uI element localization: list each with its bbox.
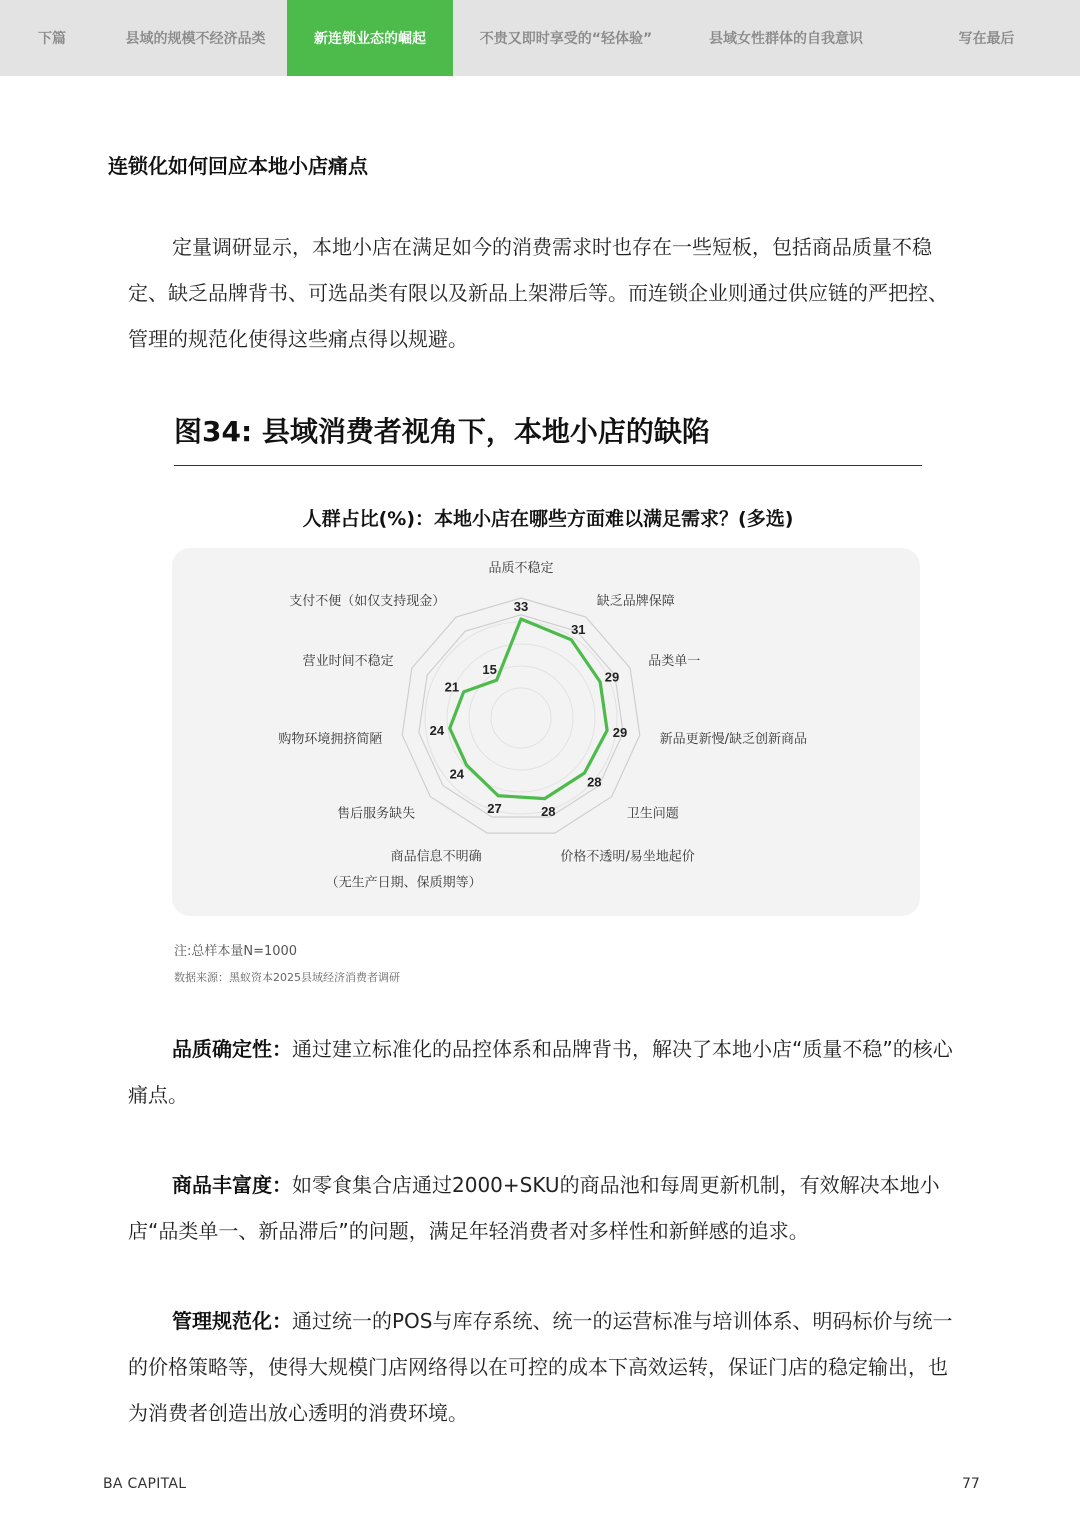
point-management-text: 通过统一的POS与库存系统、统一的运营标准与培训体系、明码标价与统一的价格策略等，使得大规模门店网络得以在可控的成本下高效运转，保证门店的稳定输出，也为消费者创造出放心透明的消费环境。 <box>128 1309 953 1425</box>
chart-title: 人群占比(%)：本地小店在哪些方面难以满足需求？(多选) <box>302 508 794 530</box>
radar-value-label: 24 <box>429 723 445 739</box>
point-management-lead: 管理规范化： <box>172 1309 292 1333</box>
footer-brand: BA CAPITAL <box>103 1476 187 1492</box>
figure-divider <box>174 465 922 466</box>
tab-light-experience[interactable]: 不贵又即时享受的“轻体验” <box>479 31 653 47</box>
point-quality-text: 通过建立标准化的品控体系和品牌背书，解决了本地小店“质量不稳”的核心痛点。 <box>128 1037 953 1107</box>
radar-category-label: 支付不便（如仅支持现金） <box>289 594 446 610</box>
tab-female-awareness[interactable]: 县域女性群体的自我意识 <box>709 31 863 47</box>
radar-category-label: 缺乏品牌保障 <box>596 594 675 610</box>
radar-value-label: 24 <box>449 766 465 782</box>
radar-category-label: 价格不透明/易坐地起价 <box>560 849 695 865</box>
radar-value-label: 15 <box>482 662 497 678</box>
radar-inner-ring-2 <box>469 666 573 770</box>
point-quality-lead: 品质确定性： <box>172 1037 292 1061</box>
point-quality <box>128 1026 954 1118</box>
tab-xiapian[interactable]: 下篇 <box>38 31 66 47</box>
radar-category-label: 卫生问题 <box>626 806 679 822</box>
point-richness-lead: 商品丰富度： <box>172 1173 292 1197</box>
tab-final-words[interactable]: 写在最后 <box>958 31 1015 47</box>
radar-category-label: 售后服务缺失 <box>337 806 416 822</box>
top-navigation <box>0 0 1080 76</box>
point-management <box>128 1298 954 1436</box>
radar-series-line <box>450 619 607 799</box>
radar-category-label: 购物环境拥挤简陋 <box>278 731 383 747</box>
radar-value-label: 28 <box>541 804 556 820</box>
figure-title: 图34: 县域消费者视角下，本地小店的缺陷 <box>174 415 710 448</box>
radar-category-label: 商品信息不明确（无生产日期、保质期等） <box>325 849 482 891</box>
intro-paragraph: 定量调研显示，本地小店在满足如今的消费需求时也存在一些短板，包括商品质量不稳定、缺乏品牌背书、可选品类有限以及新品上架滞后等。而连锁企业则通过供应链的严把控、管理的规范化使得这些痛点得以规避。 <box>128 235 948 351</box>
radar-value-label: 28 <box>587 774 602 790</box>
section-title: 连锁化如何回应本地小店痛点 <box>108 154 368 178</box>
radar-value-label: 29 <box>604 669 620 685</box>
data-source: 数据来源：黑蚁资本2025县域经济消费者调研 <box>174 971 400 984</box>
point-richness-text: 如零食集合店通过2000+SKU的商品池和每周更新机制，有效解决本地小店“品类单一、新品滞后”的问题，满足年轻消费者对多样性和新鲜感的追求。 <box>128 1173 940 1243</box>
radar-value-label: 29 <box>612 725 628 741</box>
radar-category-label: 品质不稳定 <box>488 561 554 576</box>
radar-value-label: 21 <box>444 679 460 695</box>
radar-category-label: 新品更新慢/缺乏创新商品 <box>659 731 807 747</box>
radar-chart <box>172 548 920 916</box>
tab-scale-diseconomy[interactable]: 县域的规模不经济品类 <box>125 31 266 47</box>
radar-inner-ring-1 <box>491 688 551 748</box>
radar-value-label: 27 <box>487 801 502 817</box>
sample-note: 注:总样本量N=1000 <box>174 944 298 959</box>
radar-category-label: 品类单一 <box>648 653 701 669</box>
radar-category-label: 营业时间不稳定 <box>302 653 394 669</box>
tab-new-chain-rise[interactable]: 新连锁业态的崛起 <box>287 0 453 76</box>
point-richness <box>128 1162 954 1254</box>
radar-value-label: 33 <box>513 599 529 614</box>
page-number: 77 <box>962 1476 980 1492</box>
radar-value-label: 31 <box>571 621 586 637</box>
